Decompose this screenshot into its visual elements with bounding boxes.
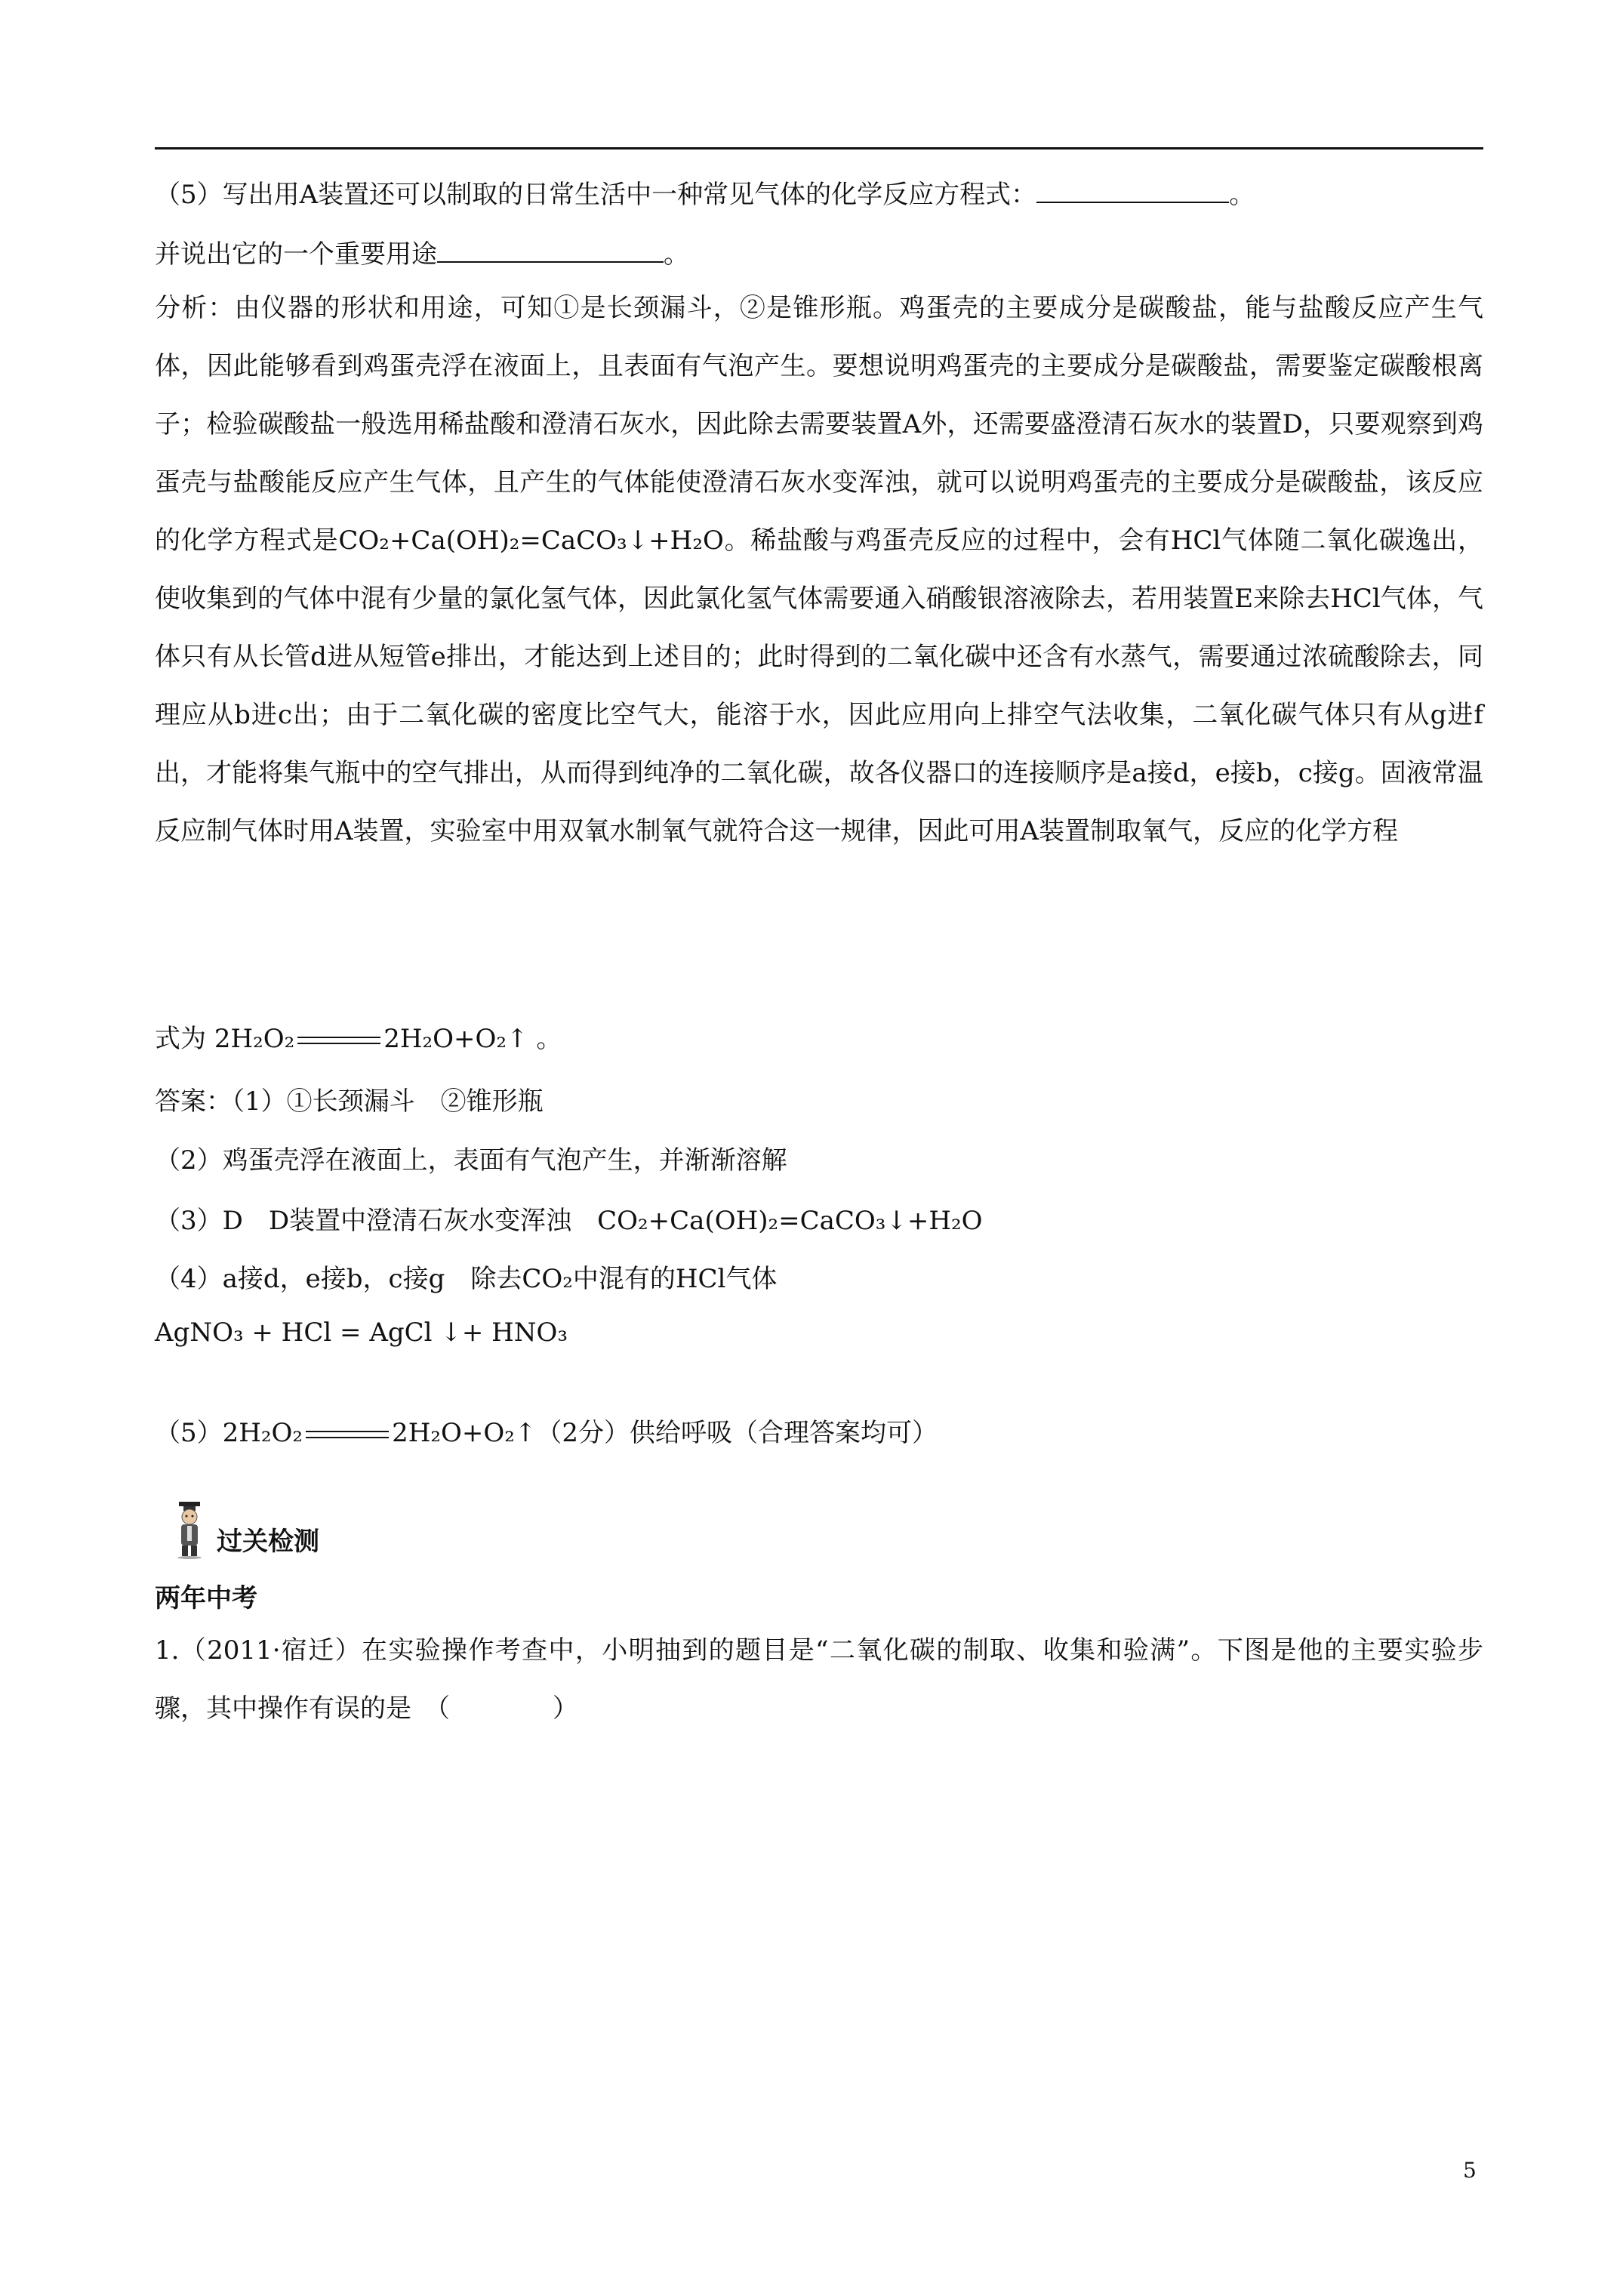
page-number: 5 — [1463, 2158, 1477, 2183]
analysis-text: 分析：由仪器的形状和用途，可知①是长颈漏斗，②是锥形瓶。鸡蛋壳的主要成分是碳酸盐，能与盐酸反应产生气体，因此能够看到鸡蛋壳浮在液面上，且表面有气泡产生。要想说明鸡蛋壳的主要成分是碳酸盐，需要鉴定碳酸根离子；检验碳酸盐一般选用稀盐酸和澄清石灰水，因此除去需要装置A外，还需要盛澄清石灰水的装置D，只要观察到鸡蛋壳与盐酸能反应产生气体，且产生的气体能使澄清石灰水变浑浊，就可以说明鸡蛋壳的主要成分是碳酸盐，该反应的化学方程式是 — [155, 293, 1483, 556]
eq-end: 。 — [536, 1024, 562, 1054]
reaction-bar — [297, 1037, 380, 1044]
answer-5-right: 2H₂O+O₂↑（2分）供给呼吸（合理答案均可） — [392, 1418, 938, 1448]
section-subtitle: 两年中考 — [155, 1583, 257, 1613]
analysis-equation-1: CO₂+Ca(OH)₂=CaCO₃↓+H₂O — [338, 525, 724, 556]
header-rule — [155, 147, 1483, 149]
analysis-equation-line — [155, 1022, 562, 1056]
answer-2: （2）鸡蛋壳浮在液面上，表面有气泡产生，并渐渐溶解 — [155, 1145, 787, 1176]
answer-3-text: （3）D D装置中澄清石灰水变浑浊 — [155, 1206, 572, 1236]
q5-use-line — [155, 236, 689, 271]
answer-1: 答案：（1）①长颈漏斗 ②锥形瓶 — [155, 1086, 544, 1117]
eq-left: 2H₂O₂ — [214, 1024, 295, 1054]
answer-3-equation: CO₂+Ca(OH)₂=CaCO₃↓+H₂O — [597, 1206, 983, 1236]
answer-5-left: （5）2H₂O₂ — [155, 1418, 303, 1448]
analysis-paragraph — [155, 279, 1483, 861]
reaction-bar — [306, 1431, 389, 1438]
q5-end: 。 — [1229, 180, 1255, 210]
q5-prompt: （5）写出用A装置还可以制取的日常生活中一种常见气体的化学反应方程式： — [155, 180, 1037, 210]
q5-end2: 。 — [664, 239, 689, 270]
answer-4-equation: AgNO₃ + HCl = AgCl ↓+ HNO₃ — [155, 1318, 568, 1348]
eq-right: 2H₂O+O₂↑ — [383, 1024, 528, 1054]
answer-3 — [155, 1204, 983, 1237]
q5-line — [155, 176, 1255, 211]
answer-4: （4）a接d，e接b，c接g 除去CO₂中混有的HCl气体 — [155, 1264, 778, 1294]
answer-5 — [155, 1416, 938, 1450]
section-title: 过关检测 — [217, 1527, 319, 1557]
question-1: 1.（2011·宿迁）在实验操作考查中，小明抽到的题目是“二氧化碳的制取、收集和验满”。下图是他的主要实验步骤，其中操作有误的是 （ ） — [155, 1635, 1483, 1724]
analysis-text-2: 。稀盐酸与鸡蛋壳反应的过程中，会有HCl气体随二氧化碳逸出，使收集到的气体中混有少量的氯化氢气体，因此氯化氢气体需要通入硝酸银溶液除去，若用装置E来除去HCl气体，气体只有从长管d进从短管e排出，才能达到上述目的；此时得到的二氧化碳中还含有水蒸气，需要通过浓硫酸除去，同理应从b进c出；由于二氧化碳的密度比空气大，能溶于水，因此应用向上排空气法收集，二氧化碳气体只有从g进f出，才能将集气瓶中的空气排出，从而得到纯净的二氧化碳，故各仪器口的连接顺序是a接d，e接b，c接g。固液常温反应制气体时用A装置，实验室中用双氧水制氧气就符合这一规律，因此可用A装置制取氧气，反应的化学方程 — [155, 525, 1484, 846]
answer-blank — [437, 236, 664, 263]
scholar-mascot-icon — [171, 1499, 208, 1559]
eq-prefix: 式为 — [155, 1024, 206, 1054]
q5-use-prompt: 并说出它的一个重要用途 — [155, 239, 437, 270]
answer-blank — [1036, 176, 1229, 203]
